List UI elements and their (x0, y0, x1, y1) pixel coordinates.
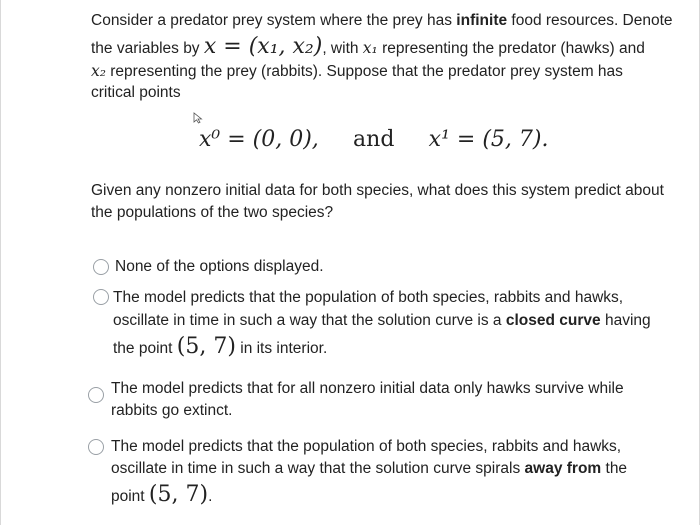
option-spirals-away-radio[interactable] (88, 439, 104, 455)
x2-symbol: x₂ (91, 62, 106, 80)
option-hawks-survive-line-2: rabbits go extinct. (111, 402, 233, 419)
option-none-label: None of the options displayed. (115, 258, 324, 275)
option-spirals-away-line-3: point (5, 7). (111, 482, 213, 507)
x1-symbol: x₁ (362, 39, 378, 57)
option-spirals-away-line-1: The model predicts that the population of both species, rabbits and hawks, (111, 438, 622, 455)
option-closed-curve-line-2: oscillate in time in such a way that the solution curve is a closed curve having (113, 312, 651, 329)
critical-points-equation (199, 126, 548, 152)
variable-definition-math: x = (x₁, x₂) (203, 34, 323, 59)
intro-line-1: Consider a predator prey system where the prey has infinite food resources. Denote (91, 12, 673, 29)
option-hawks-survive-line-1: The model predicts that for all nonzero initial data only hawks survive while (111, 380, 624, 397)
prompt-line-2: the populations of the two species? (91, 204, 334, 221)
equation-right: x¹ = (5, 7). (428, 127, 549, 152)
option-none-radio[interactable] (93, 259, 109, 275)
intro-line-3: x₂ representing the prey (rabbits). Suppose that the predator prey system has (91, 62, 623, 80)
equation-and: and (353, 127, 395, 152)
option-closed-curve-line-3: the point (5, 7) in its interior. (113, 334, 328, 359)
point-5-7-math-2: (5, 7) (148, 482, 209, 507)
prompt-line-1: Given any nonzero initial data for both species, what does this system predict about (91, 182, 664, 199)
option-hawks-survive-radio[interactable] (88, 387, 104, 403)
intro-line-2: the variables by x = (x₁, x₂), with x₁ representing the predator (hawks) and (91, 34, 645, 59)
option-spirals-away-line-2: oscillate in time in such a way that the solution curve spirals away from the (111, 460, 628, 477)
intro-line-4: critical points (91, 84, 181, 101)
equation-left: x⁰ = (0, 0), (199, 127, 319, 152)
point-5-7-math: (5, 7) (176, 334, 236, 359)
mouse-pointer-icon (193, 112, 203, 124)
option-closed-curve-line-1: The model predicts that the population of both species, rabbits and hawks, (113, 289, 624, 306)
option-closed-curve-radio[interactable] (93, 289, 109, 305)
